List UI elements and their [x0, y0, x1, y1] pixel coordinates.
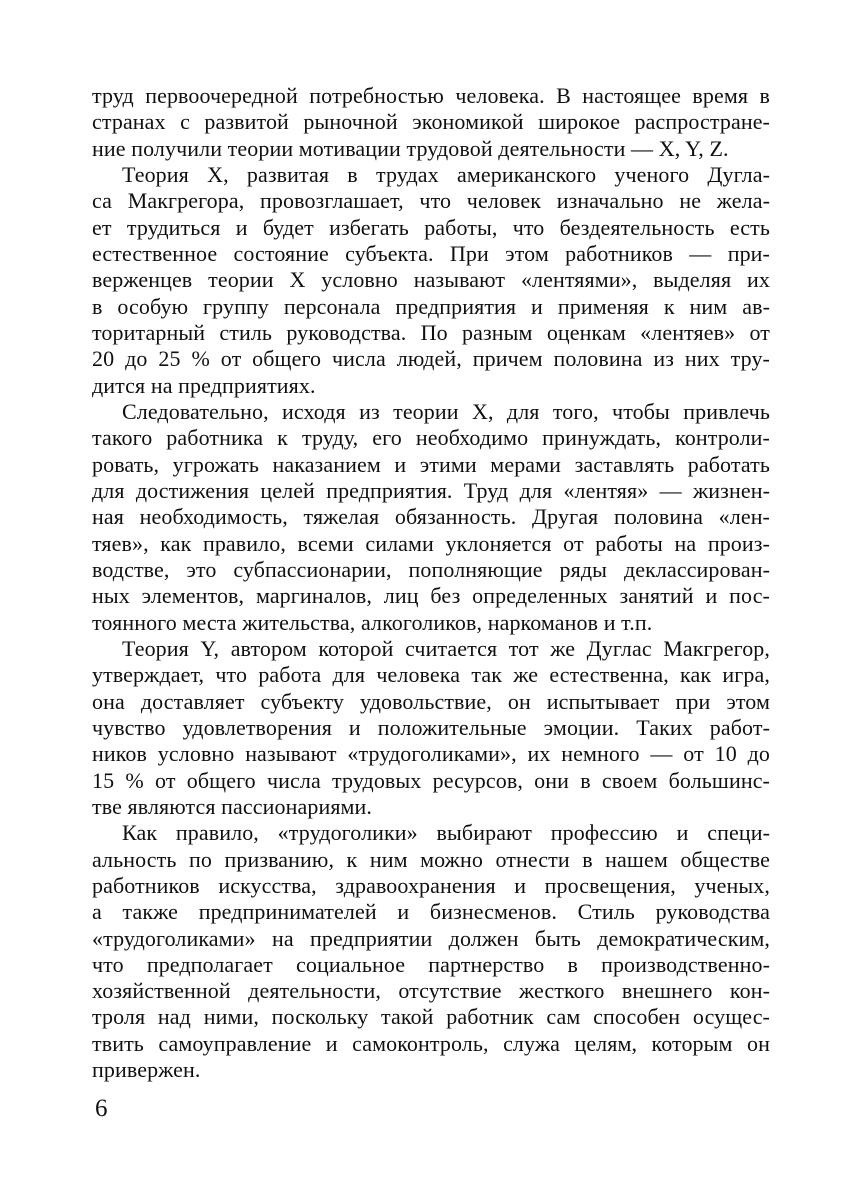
text-line: такого работника к труду, его необходимо принуждать, контроли-	[92, 425, 770, 451]
text-line: Теория X, развитая в трудах американского ученого Дугла-	[122, 161, 770, 187]
text-line: твить самоуправление и самоконтроль, служа целям, которым он	[92, 1030, 770, 1056]
text-line: в особую группу персонала предприятия и применяя к ним ав-	[92, 293, 770, 319]
text-line: хозяйственной деятельности, отсутствие жесткого внешнего кон-	[92, 978, 770, 1004]
text-line: тяев», как правило, всеми силами уклоняется от работы на произ-	[92, 530, 770, 556]
text-line: чувство удовлетворения и положительные эмоции. Таких работ-	[92, 714, 770, 740]
text-line: ет трудиться и будет избегать работы, что бездеятельность есть	[92, 214, 770, 240]
text-line: 20 до 25 % от общего числа людей, причем половина из них тру-	[92, 346, 770, 372]
text-line: са Макгрегора, провозглашает, что человек изначально не жела-	[92, 188, 770, 214]
text-line: странах с развитой рыночной экономикой широкое распростране-	[92, 109, 770, 135]
text-line: ние получили теории мотивации трудовой деятельности — X, Y, Z.	[92, 135, 729, 161]
text-line: труд первоочередной потребностью человека. В настоящее время в	[92, 83, 770, 108]
text-line: тве являются пассионариями.	[92, 793, 373, 819]
text-line: Следовательно, исходя из теории X, для того, чтобы привлечь	[122, 398, 770, 424]
text-line: дится на предприятиях.	[92, 372, 316, 398]
text-line: торитарный стиль руководства. По разным оценкам «лентяев» от	[92, 319, 770, 345]
text-line: Теория Y, автором которой считается тот же Дуглас Макгрегор,	[122, 635, 770, 661]
text-line: Как правило, «трудоголики» выбирают профессию и специ-	[122, 820, 770, 846]
text-line: что предполагает социальное партнерство в производственно-	[92, 951, 770, 977]
page-text	[92, 83, 770, 1083]
text-line: привержен.	[92, 1057, 201, 1083]
text-line: тоянного места жительства, алкоголиков, наркоманов и т.п.	[92, 609, 653, 635]
text-line: она доставляет субъекту удовольствие, он испытывает при этом	[92, 688, 770, 714]
text-line: ников условно называют «трудоголиками», их немного — от 10 до	[92, 741, 770, 767]
text-line: ных элементов, маргиналов, лиц без определенных занятий и пос-	[92, 583, 770, 609]
page-number: 6	[95, 1095, 108, 1122]
text-line: верженцев теории X условно называют «лентяями», выделяя их	[92, 267, 770, 293]
text-line: «трудоголиками» на предприятии должен быть демократическим,	[92, 925, 770, 951]
text-line: водстве, это субпассионарии, пополняющие ряды деклассирован-	[92, 556, 770, 582]
text-line: утверждает, что работа для человека так же естественна, как игра,	[92, 662, 770, 688]
text-line: ровать, угрожать наказанием и этими мерами заставлять работать	[92, 451, 770, 477]
text-line: 15 % от общего числа трудовых ресурсов, они в своем большинс-	[92, 767, 770, 793]
text-line: альность по призванию, к ним можно отнести в нашем обществе	[92, 846, 770, 872]
text-line: троля над ними, поскольку такой работник сам способен осущес-	[92, 1004, 770, 1030]
text-line: работников искусства, здравоохранения и просвещения, ученых,	[92, 872, 770, 898]
text-line: ная необходимость, тяжелая обязанность. Другая половина «лен-	[92, 504, 770, 530]
text-line: а также предпринимателей и бизнесменов. Стиль руководства	[92, 899, 770, 925]
text-line: естественное состояние субъекта. При этом работников — при-	[92, 240, 770, 266]
text-line: для достижения целей предприятия. Труд для «лентяя» — жизнен-	[92, 477, 770, 503]
